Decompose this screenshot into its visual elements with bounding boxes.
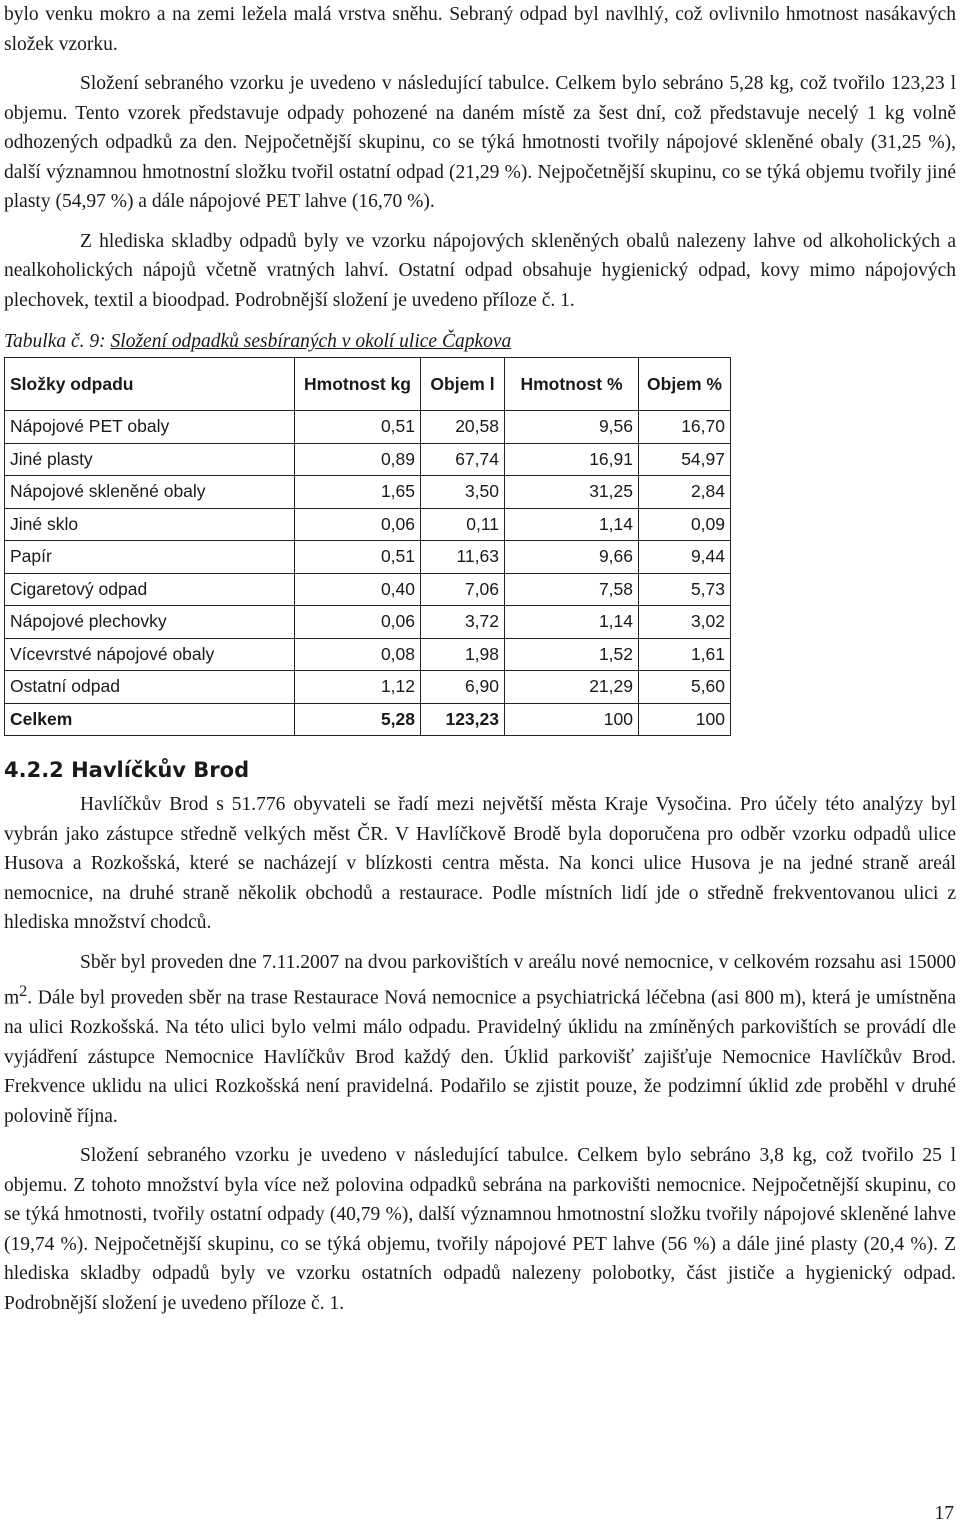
paragraph-sample-composition: Složení sebraného vzorku je uvedeno v následující tabulce. Celkem bylo sebráno 5,28 kg, což tvořilo 123,23 l objemu. Tento vzorek představuje odpady pohozené na daném místě za šest dní, což představuje necelý 1 kg volně odhozených odpadků za den. Nejpočetnější skupinu, co se týká hmotnosti tvořily nápojové skleněné obaly (31,25 %), další významnou hmotnostní složku tvořil ostatní odpad (21,29 %). Nejpočetnější skupinu, co se týká objemu tvořily jiné plasty (54,97 %) a dále nápojové PET lahve (16,70 %). — [4, 73, 956, 212]
header-weight-kg: Hmotnost kg — [295, 358, 421, 411]
cell-volume-l: 0,11 — [421, 508, 505, 541]
header-volume-pct: Objem % — [639, 358, 731, 411]
table-row — [5, 411, 731, 444]
cell-weight-kg: 0,51 — [295, 541, 421, 574]
cell-volume-pct: 2,84 — [639, 476, 731, 509]
cell-component: Vícevrstvé nápojové obaly — [5, 638, 295, 671]
paragraph-waste-structure: Z hlediska skladby odpadů byly ve vzorku nápojových skleněných obalů nalezeny lahve od alkoholických a nealkoholických nápojů včetně vratných lahví. Ostatní odpad obsahuje hygienický odpad, kovy mimo nápojových plechovek, textil a bioodpad. Podrobnější složení je uvedeno příloze č. 1. — [4, 230, 956, 311]
table-header-row — [5, 358, 731, 411]
cell-total-weight-pct: 100 — [505, 703, 639, 736]
cell-weight-kg: 0,51 — [295, 411, 421, 444]
table-row — [5, 476, 731, 509]
cell-weight-kg: 0,06 — [295, 606, 421, 639]
cell-total-label: Celkem — [5, 703, 295, 736]
cell-volume-pct: 16,70 — [639, 411, 731, 444]
cell-weight-pct: 21,29 — [505, 671, 639, 704]
cell-weight-pct: 9,56 — [505, 411, 639, 444]
cell-total-volume-pct: 100 — [639, 703, 731, 736]
cell-component: Nápojové plechovky — [5, 606, 295, 639]
cell-weight-pct: 7,58 — [505, 573, 639, 606]
cell-weight-pct: 1,52 — [505, 638, 639, 671]
paragraph-sample-composition-2: Složení sebraného vzorku je uvedeno v následující tabulce. Celkem bylo sebráno 3,8 kg, což tvořilo 25 l objemu. Z tohoto množství byla více než polovina odpadků sebrána na parkovišti nemocnice. Nejpočetnější skupinu, co se týká hmotnosti, tvořily ostatní odpady (40,79 %), další významnou hmotnostní složku tvořily nápojové skleněné lahve (19,74 %). Nejpočetnější skupinu, co se týká objemu, tvořily nápojové PET lahve (56 %) a dále jiné plasty (20,4 %). Z hlediska skladby odpadů byly ve vzorku ostatních odpadů nalezeny polobotky, část jističe a hygienický odpad. Podrobnější složení je uvedeno příloze č. 1. — [4, 1145, 956, 1314]
table-row — [5, 606, 731, 639]
table-row — [5, 443, 731, 476]
waste-composition-table — [4, 357, 731, 736]
page-number: 17 — [934, 1503, 954, 1524]
cell-component: Cigaretový odpad — [5, 573, 295, 606]
cell-component: Ostatní odpad — [5, 671, 295, 704]
table-caption-title: Složení odpadků sesbíraných v okolí ulice Čapkova — [110, 331, 512, 352]
cell-weight-pct: 16,91 — [505, 443, 639, 476]
cell-volume-pct: 5,73 — [639, 573, 731, 606]
cell-weight-kg: 0,08 — [295, 638, 421, 671]
table-row — [5, 671, 731, 704]
collection-text-start: Sběr byl proveden dne 7.11.2007 na dvou parkovištích v areálu nové nemocnice, v celkovém rozsahu asi 15000 m — [4, 951, 956, 1009]
header-weight-pct: Hmotnost % — [505, 358, 639, 411]
cell-weight-kg: 1,12 — [295, 671, 421, 704]
table-row — [5, 541, 731, 574]
document-page — [4, 0, 956, 1318]
cell-volume-l: 11,63 — [421, 541, 505, 574]
cell-volume-l: 1,98 — [421, 638, 505, 671]
cell-volume-l: 7,06 — [421, 573, 505, 606]
cell-total-weight-kg: 5,28 — [295, 703, 421, 736]
cell-volume-pct: 54,97 — [639, 443, 731, 476]
cell-component: Nápojové skleněné obaly — [5, 476, 295, 509]
cell-weight-pct: 1,14 — [505, 508, 639, 541]
table-row — [5, 638, 731, 671]
cell-volume-l: 3,72 — [421, 606, 505, 639]
cell-component: Jiné plasty — [5, 443, 295, 476]
table-caption-prefix: Tabulka č. 9: — [4, 331, 111, 352]
cell-volume-l: 20,58 — [421, 411, 505, 444]
cell-weight-kg: 0,06 — [295, 508, 421, 541]
table-caption — [4, 329, 956, 355]
superscript-2: 2 — [19, 982, 28, 1000]
cell-weight-pct: 9,66 — [505, 541, 639, 574]
cell-weight-kg: 0,40 — [295, 573, 421, 606]
header-component: Složky odpadu — [5, 358, 295, 411]
paragraph-weather: bylo venku mokro a na zemi ležela malá vrstva sněhu. Sebraný odpad byl navlhlý, což ovlivnilo hmotnost nasákavých složek vzorku. — [4, 4, 956, 55]
cell-weight-kg: 1,65 — [295, 476, 421, 509]
cell-volume-pct: 3,02 — [639, 606, 731, 639]
table-total-row — [5, 703, 731, 736]
cell-weight-pct: 1,14 — [505, 606, 639, 639]
cell-weight-kg: 0,89 — [295, 443, 421, 476]
table-row — [5, 573, 731, 606]
section-heading: 4.2.2 Havlíčkův Brod — [4, 758, 250, 782]
cell-volume-pct: 1,61 — [639, 638, 731, 671]
cell-weight-pct: 31,25 — [505, 476, 639, 509]
cell-component: Jiné sklo — [5, 508, 295, 541]
cell-volume-pct: 9,44 — [639, 541, 731, 574]
header-volume-l: Objem l — [421, 358, 505, 411]
cell-total-volume-l: 123,23 — [421, 703, 505, 736]
table-row — [5, 508, 731, 541]
cell-volume-pct: 5,60 — [639, 671, 731, 704]
cell-component: Papír — [5, 541, 295, 574]
paragraph-collection — [4, 948, 956, 1132]
collection-text-end: . Dále byl proveden sběr na trase Restaurace Nová nemocnice a psychiatrická léčebna (asi 800 m), která je umístněna na ulici Rozkošská. Na této ulici bylo velmi málo odpadu. Pravidelný úklidu na zmíněných parkovištích se provádí dle vyjádření zástupce Nemocnice Havlíčkův Brod každý den. Úklid parkovišť zajišťuje Nemocnice Havlíčkův Brod. Frekvence uklidu na ulici Rozkošská není pravidelná. Podařilo se zjistit pouze, že podzimní úklid zde proběhl v druhé polovině října. — [4, 987, 956, 1127]
cell-volume-l: 3,50 — [421, 476, 505, 509]
cell-component: Nápojové PET obaly — [5, 411, 295, 444]
paragraph-havlickuv-brod: Havlíčkův Brod s 51.776 obyvateli se řadí mezi největší města Kraje Vysočina. Pro účely této analýzy byl vybrán jako zástupce středně velkých měst ČR. V Havlíčkově Brodě byla doporučena pro odběr vzorku odpadů ulice Husova a Rozkošská, které se nacházejí v blízkosti centra města. Na konci ulice Husova je na jedné straně areál nemocnice, na druhé straně několik obchodů a restaurace. Podle místních lidí jde o středně frekventovanou ulici z hlediska množství chodců. — [4, 794, 956, 933]
cell-volume-l: 6,90 — [421, 671, 505, 704]
cell-volume-pct: 0,09 — [639, 508, 731, 541]
cell-volume-l: 67,74 — [421, 443, 505, 476]
